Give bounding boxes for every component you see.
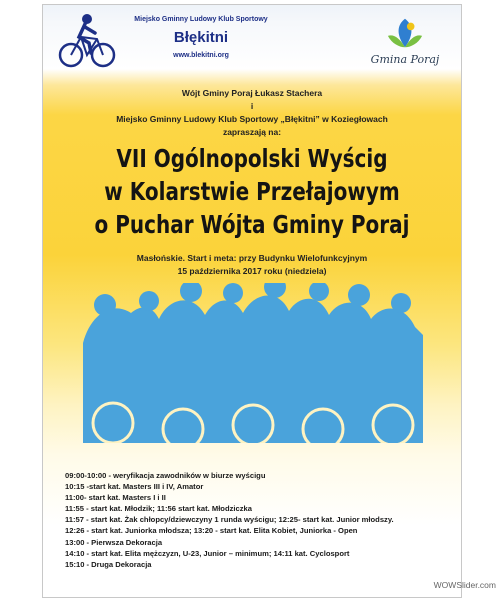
club-name: Miejsko Gminny Ludowy Klub Sportowy <box>134 16 268 23</box>
event-location <box>43 252 461 278</box>
gmina-name: Gmina Poraj <box>370 53 440 66</box>
schedule-item: 11:55 - start kat. Młodzik; 11:56 start kat. Młodziczka <box>65 504 252 514</box>
schedule-list <box>65 470 455 570</box>
watermark: WOWSlider.com <box>433 580 496 590</box>
organizer-line-1: Wójt Gminy Poraj Łukasz Stachera <box>181 88 323 98</box>
event-title <box>85 142 419 241</box>
organizer-line-4: zapraszają na: <box>222 127 282 137</box>
gmina-poraj-logo-icon <box>386 15 424 53</box>
schedule-item: 14:10 - start kat. Elita mężczyzn, U-23, Junior – minimum; 14:11 kat. Cyclosport <box>65 548 350 558</box>
schedule-item: 09:00-10:00 - weryfikacja zawodników w biurze wyścigu <box>65 471 266 480</box>
cyclist-logo-icon <box>57 13 117 69</box>
cyclists-silhouette-illustration <box>83 283 423 443</box>
club-brand: Błękitni <box>173 29 229 46</box>
organizers <box>43 87 461 139</box>
schedule-item: 10:15 -start kat. Masters III i IV, Amator <box>65 482 204 492</box>
title-line-1: VII Ogólnopolski Wyścig <box>116 144 388 173</box>
title-line-3: o Puchar Wójta Gminy Poraj <box>94 210 410 239</box>
schedule-item: 15:10 - Druga Dekoracja <box>65 559 152 569</box>
title-line-2: w Kolarstwie Przełajowym <box>104 177 400 206</box>
poster <box>42 4 462 598</box>
location-line-2: 15 października 2017 roku (niedziela) <box>177 266 327 276</box>
schedule-item: 13:00 - Pierwsza Dekoracja <box>65 537 163 547</box>
schedule-item: 11:57 - start kat. Żak chłopcy/dziewczyny 1 runda wyścigu; 12:25- start kat. Junior młodszy. <box>65 515 394 525</box>
organizer-line-2: i <box>250 101 254 111</box>
club-url[interactable]: www.blekitni.org <box>173 52 229 59</box>
schedule-item: 12:26 - start kat. Juniorka młodsza; 13:20 - start kat. Elita Kobiet, Juniorka - Open <box>65 526 358 536</box>
location-line-1: Masłońskie. Start i meta: przy Budynku Wielofunkcyjnym <box>136 253 368 263</box>
schedule-item: 11:00- start kat. Masters I i II <box>65 493 166 503</box>
organizer-line-3: Miejsko Gminny Ludowy Klub Sportowy „Błękitni” w Koziegłowach <box>116 114 388 124</box>
